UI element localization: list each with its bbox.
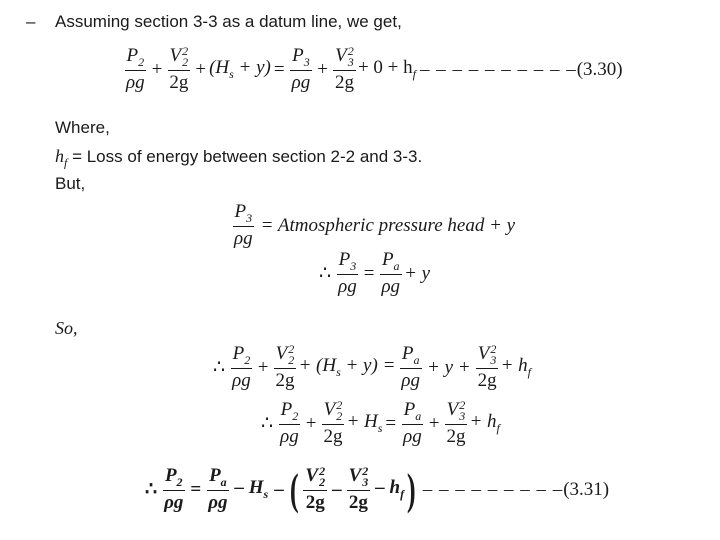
fraction-v3-2g: V 2 3 2g [446, 398, 466, 447]
fraction-v2-2g: V 2 2 2g [323, 398, 343, 447]
term-zero-hf: + $0 + h_f$ [357, 57, 416, 82]
equation-atmospheric: $\frac{P_3}{\rho g}$ = Atmospheric pressure head + y [234, 201, 516, 250]
fraction-pa-rhog: $\frac{P_a}{\rho g}$ [381, 249, 401, 298]
fraction-pa-rhog: $\frac{P_a}{\rho g}$ [401, 343, 421, 392]
fraction-v3-2g: V 2 3 2g [477, 342, 497, 391]
fraction-p3-rhog: $\frac{P_3}{\rho g}$ [291, 45, 311, 94]
term-hs-y: $(H_s + y)$ [209, 57, 271, 82]
right-paren: ) [407, 464, 416, 514]
fraction-pa-rhog: $\frac{P_a}{\rho g}$ [208, 465, 228, 514]
fraction-pa-rhog: $\frac{P_a}{\rho g}$ [403, 399, 422, 448]
fraction-p3-rhog: $\frac{P_3}{\rho g}$ [338, 249, 357, 298]
intro-text: Assuming section 3-3 as a datum line, we get, [55, 12, 402, 31]
leader-dashes: – – – – – – – – – – [419, 58, 577, 80]
fraction-v2-2g: V 2 2 2g [275, 342, 295, 391]
fraction-v2-2g: V 2 2 2g [305, 464, 326, 513]
equation-number: (3.30) [576, 58, 623, 80]
equation-substitution: ∴ $\frac{P_2}{\rho g}$ + V 2 2 2g + $(H_s + y)$ = $\frac{P_a}{\rho g}$ + y + V 2 3 2g + $h_f$ [213, 342, 532, 392]
equation-number: (3.31) [563, 478, 610, 500]
fraction-p2-rhog: $\frac{P_2}{\rho g}$ [126, 45, 145, 94]
fraction-v3-2g: V 2 3 2g [334, 44, 354, 93]
left-paren: ( [289, 464, 299, 514]
hf-definition: $h_f$ = Loss of energy between section 2-2 and 3-3. [55, 146, 423, 170]
fraction-v3-2g: V 2 3 2g [348, 464, 369, 513]
leader-dashes: – – – – – – – – – [422, 478, 564, 500]
so-label: So, [55, 318, 78, 338]
equation-p3-equals-pa: ∴ $\frac{P_3}{\rho g}$ = $\frac{P_a}{\rho g}$ + y [319, 249, 431, 298]
equation-simplified: ∴ $\frac{P_2}{\rho g}$ + V 2 2 2g + $H_s$ = $\frac{P_a}{\rho g}$ + V 2 3 2g + $h_f$ [261, 398, 500, 448]
fraction-p2-rhog: $\frac{P_2}{\rho g}$ [164, 465, 184, 514]
fraction-v2-2g: V 2 2 2g [169, 44, 189, 93]
fraction-p2-rhog: $\frac{P_2}{\rho g}$ [232, 343, 251, 392]
but-label: But, [55, 174, 86, 193]
fraction-p2-rhog: $\frac{P_2}{\rho g}$ [280, 399, 299, 448]
equation-3-30: $\frac{P_2}{\rho g}$ + V 2 2 2g + $(H_s + y)$ = $\frac{P_3}{\rho g}$ + V 2 3 2g + $0 + h_f$ – – – – – – – – – – (3.30) [126, 44, 623, 94]
where-label: Where, [55, 118, 110, 137]
bullet-dash: – [26, 12, 36, 31]
equation-3-31: ∴ $\frac{P_2}{\rho g}$ = $\frac{P_a}{\rho g}$ – $H_s$ – ( V 2 2 2g – V 2 3 2g – $h_f$ ) – – – – – – – – – (3.31) [145, 464, 610, 514]
fraction-p3-rhog: $\frac{P_3}{\rho g}$ [234, 201, 253, 250]
